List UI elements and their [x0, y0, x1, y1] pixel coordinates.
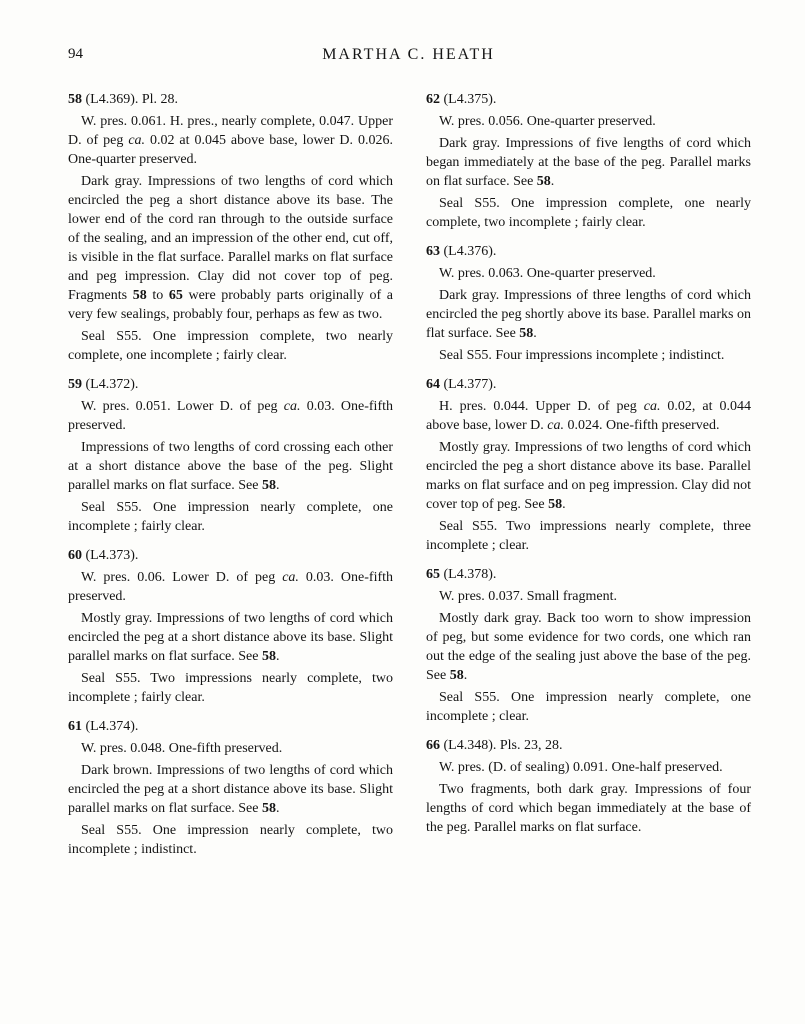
entry-paragraph: W. pres. (D. of sealing) 0.091. One-half preserved. [439, 760, 723, 775]
entry-paragraph: Seal S55. One impression nearly complete, one incomplete ; fairly clear. [68, 500, 393, 534]
running-head: MARTHA C. HEATH [322, 46, 495, 63]
entry-paragraph: Mostly gray. Impressions of two lengths of cord which encircled the peg at a short distance above its base. Slight parallel marks on flat surface. See 58. [68, 611, 393, 664]
catalog-entry [426, 736, 751, 837]
entry-heading: 64 (L4.377). [426, 377, 497, 392]
entry-heading: 62 (L4.375). [426, 92, 497, 107]
entry-paragraph: Mostly dark gray. Back too worn to show impression of peg, but some evidence for two cords, one which ran out the edge of the sealing just above the base of the peg. See 58. [426, 611, 751, 683]
entry-paragraph: W. pres. 0.063. One-quarter preserved. [439, 266, 656, 281]
entry-paragraph: W. pres. 0.048. One-fifth preserved. [81, 741, 283, 756]
catalog-entry [426, 565, 751, 726]
entry-paragraph: Seal S55. Four impressions incomplete ; indistinct. [439, 348, 725, 363]
entry-paragraph: Dark brown. Impressions of two lengths of cord which encircled the peg at a short distance above its base. Slight parallel marks on flat surface. See 58. [68, 763, 393, 816]
entry-paragraph: W. pres. 0.051. Lower D. of peg ca. 0.03. One-fifth preserved. [68, 399, 393, 433]
column-left [68, 90, 393, 859]
entry-paragraph: Seal S55. One impression nearly complete, two incomplete ; indistinct. [68, 823, 393, 857]
entry-heading: 59 (L4.372). [68, 377, 139, 392]
page-header [68, 46, 749, 66]
entry-heading: 65 (L4.378). [426, 567, 497, 582]
entry-paragraph: Seal S55. One impression complete, two nearly complete, one incomplete ; fairly clear. [68, 329, 393, 363]
entry-paragraph: H. pres. 0.044. Upper D. of peg ca. 0.02, at 0.044 above base, lower D. ca. 0.024. One-fifth preserved. [426, 399, 751, 433]
entry-heading: 60 (L4.373). [68, 548, 139, 563]
entry-paragraph: Dark gray. Impressions of three lengths of cord which encircled the peg shortly above its base. Parallel marks on flat surface. See 58. [426, 288, 752, 341]
entry-paragraph: W. pres. 0.06. Lower D. of peg ca. 0.03. One-fifth preserved. [68, 570, 394, 604]
entry-paragraph: Two fragments, both dark gray. Impressions of four lengths of cord which began immediately at the base of the peg. Parallel marks on flat surface. [426, 782, 751, 835]
page-number: 94 [68, 46, 83, 62]
entry-paragraph: W. pres. 0.037. Small fragment. [439, 589, 617, 604]
catalog-entry [426, 242, 751, 365]
column-right [426, 90, 751, 859]
catalog-entry [426, 90, 751, 232]
entry-paragraph: Mostly gray. Impressions of two lengths of cord which encircled the peg a short distance above its base. Parallel marks on flat surface and on peg impression. Clay did not cover top of peg. See 58. [426, 440, 751, 512]
entry-heading: 63 (L4.376). [426, 244, 497, 259]
entry-paragraph: Dark gray. Impressions of two lengths of cord which encircled the peg a short distance above its base. The lower end of the cord ran through to the outside surface of the sealing, and an impression of the other end, cut off, is visible in the flat surface. Parallel marks on flat surface and peg impression. Clay did not cover top of peg. Fragments 58 to 65 were probably parts originally of a very few sealings, probably four, perhaps as few as two. [68, 174, 394, 322]
entry-paragraph: W. pres. 0.061. H. pres., nearly complete, 0.047. Upper D. of peg ca. 0.02 at 0.045 above base, lower D. 0.026. One-quarter preserved. [68, 114, 393, 167]
entry-paragraph: Seal S55. One impression nearly complete, one incomplete ; clear. [426, 690, 751, 724]
text-columns [68, 90, 750, 859]
catalog-entry [68, 375, 393, 536]
catalog-entry [68, 546, 393, 707]
entry-heading: 61 (L4.374). [68, 719, 139, 734]
catalog-entry [68, 90, 393, 365]
entry-paragraph: W. pres. 0.056. One-quarter preserved. [439, 114, 656, 129]
entry-heading: 66 (L4.348). Pls. 23, 28. [426, 738, 563, 753]
entry-paragraph: Seal S55. Two impressions nearly complete, three incomplete ; clear. [426, 519, 751, 553]
entry-heading: 58 (L4.369). Pl. 28. [68, 92, 179, 107]
entry-paragraph: Seal S55. Two impressions nearly complete, two incomplete ; fairly clear. [68, 671, 393, 705]
catalog-entry [426, 375, 751, 555]
entry-paragraph: Impressions of two lengths of cord crossing each other at a short distance above the base of the peg. Slight parallel marks on flat surface. See 58. [68, 440, 393, 493]
entry-paragraph: Dark gray. Impressions of five lengths of cord which began immediately at the base of the peg. Parallel marks on flat surface. See 58. [426, 136, 751, 189]
entry-paragraph: Seal S55. One impression complete, one nearly complete, two incomplete ; fairly clear. [426, 196, 751, 230]
catalog-entry [68, 717, 393, 859]
